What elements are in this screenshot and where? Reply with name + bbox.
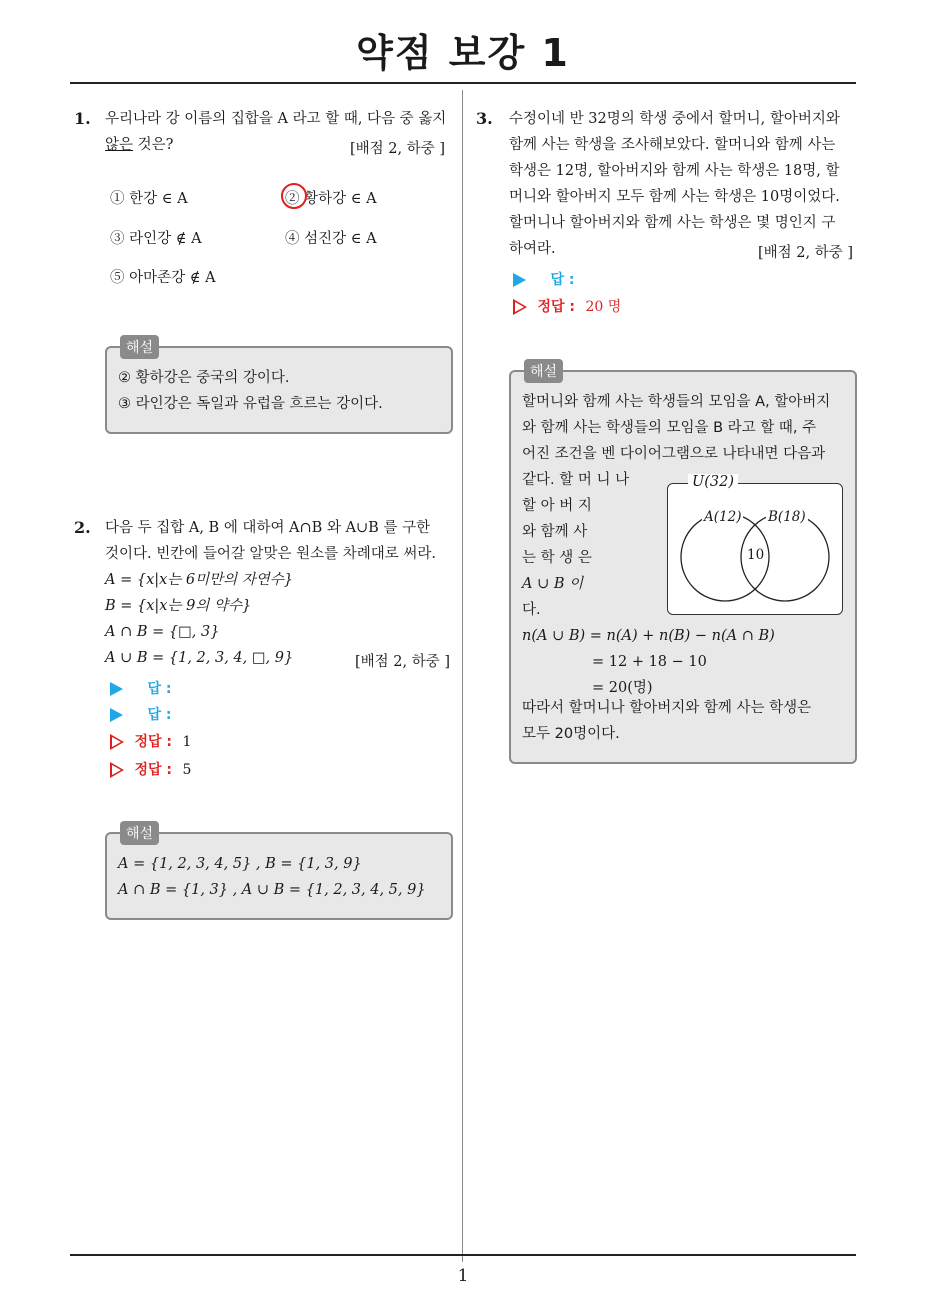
q1-meta: [배점 2, 하중 ] xyxy=(350,141,446,157)
q1-choice-2-label: ② 황하강 ∈ A xyxy=(285,191,377,207)
q2-correct-label-1: 정답 : xyxy=(134,734,172,750)
outline-triangle-icon xyxy=(513,299,527,315)
q1-choice-5[interactable]: ⑤ 아마존강 ∉ A xyxy=(110,270,216,286)
q2-set-b: B = {x|x는 9의 약수} xyxy=(105,598,252,614)
venn-label-u: U(32) xyxy=(688,474,738,490)
q3-text-line1: 수정이네 반 32명의 학생 중에서 할머니, 할아버지와 xyxy=(509,111,840,127)
q1-choice-2[interactable] xyxy=(285,187,377,208)
column-divider xyxy=(462,90,463,1262)
q3-text-line2: 함께 사는 학생을 조사해보았다. 할머니와 함께 사는 xyxy=(509,137,836,153)
venn-label-b: B(18) xyxy=(768,509,806,525)
q1-number: 1. xyxy=(74,109,91,128)
q2-explanation-line1: A = {1, 2, 3, 4, 5} , B = {1, 3, 9} xyxy=(118,856,362,872)
q2-correct-row-1 xyxy=(110,731,191,751)
q2-meta: [배점 2, 하중 ] xyxy=(355,654,451,670)
circled-answer-mark xyxy=(281,183,307,209)
q2-answer-row-2[interactable] xyxy=(110,704,171,724)
q3-text-line5: 할머니나 할아버지와 함께 사는 학생은 몇 명인지 구 xyxy=(509,215,836,231)
q3-explanation-line2: 와 함께 사는 학생들의 모임을 B 라고 할 때, 주 xyxy=(522,420,817,436)
outline-triangle-icon xyxy=(110,762,124,778)
q1-choice-4[interactable]: ④ 섬진강 ∈ A xyxy=(285,231,377,247)
play-icon xyxy=(110,708,123,722)
q2-explanation-tag: 해설 xyxy=(120,821,159,845)
q2-text-line1: 다음 두 집합 A, B 에 대하여 A∩B 와 A∪B 를 구한 xyxy=(105,520,431,536)
q1-explanation-line2: ③ 라인강은 독일과 유럽을 흐르는 강이다. xyxy=(118,396,383,412)
q2-correct-value-1: 1 xyxy=(182,734,192,750)
q1-explanation-tag: 해설 xyxy=(120,335,159,359)
q3-explanation-tag: 해설 xyxy=(524,359,563,383)
q3-formula-line1: n(A ∪ B) = n(A) + n(B) − n(A ∩ B) xyxy=(522,628,775,644)
q1-explanation-line1: ② 황하강은 중국의 강이다. xyxy=(118,370,290,386)
q3-side-line5: A ∪ B 이 xyxy=(522,576,584,592)
q3-conclusion-line2: 모두 20명이다. xyxy=(522,726,620,742)
q2-answer-row-1[interactable] xyxy=(110,678,171,698)
q3-answer-row[interactable] xyxy=(513,269,574,289)
page-title: 약점 보강 1 xyxy=(356,31,570,75)
q3-side-line4: 는 학 생 은 xyxy=(522,550,592,566)
q2-answer-label-2: 답 : xyxy=(147,707,172,723)
q3-side-line3: 와 함께 사 xyxy=(522,524,588,540)
q1-underlined-word: 않은 xyxy=(105,137,134,153)
q1-choice-1[interactable]: ① 한강 ∈ A xyxy=(110,191,188,207)
q1-choice-3[interactable]: ③ 라인강 ∉ A xyxy=(110,231,202,247)
q1-text-line2 xyxy=(105,132,173,158)
q3-correct-value: 20 명 xyxy=(585,299,622,315)
q3-text-line6: 하여라. xyxy=(509,241,556,257)
q3-text-line4: 머니와 할아버지 모두 함께 사는 학생은 10명이었다. xyxy=(509,189,840,205)
q2-text-line2: 것이다. 빈칸에 들어갈 알맞은 원소를 차례대로 써라. xyxy=(105,546,437,562)
q2-correct-row-2 xyxy=(110,759,191,779)
q3-number: 3. xyxy=(476,109,493,128)
q3-correct-label: 정답 : xyxy=(537,299,575,315)
footer-rule xyxy=(70,1254,856,1256)
q2-answer-label-1: 답 : xyxy=(147,681,172,697)
q3-text-line3: 학생은 12명, 할아버지와 함께 사는 학생은 18명, 할 xyxy=(509,163,840,179)
q3-side-line1: 같다. 할 머 니 나 xyxy=(522,472,630,488)
q2-union: A ∪ B = {1, 2, 3, 4, □, 9} xyxy=(105,650,294,666)
q2-set-a: A = {x|x는 6미만의 자연수} xyxy=(105,572,294,588)
q1-text-line1: 우리나라 강 이름의 집합을 A 라고 할 때, 다음 중 옳지 xyxy=(105,111,447,127)
q3-answer-label: 답 : xyxy=(550,272,575,288)
q2-correct-value-2: 5 xyxy=(182,762,192,778)
q2-intersection: A ∩ B = {□, 3} xyxy=(105,624,220,640)
q3-meta: [배점 2, 하중 ] xyxy=(758,245,854,261)
venn-label-a: A(12) xyxy=(704,509,742,525)
play-icon xyxy=(110,682,123,696)
play-icon xyxy=(513,273,526,287)
q3-correct-row xyxy=(513,296,621,316)
q1-text-line2-rest: 것은? xyxy=(133,137,174,153)
venn-intersection-value: 10 xyxy=(747,547,765,563)
q3-conclusion-line1: 따라서 할머니나 할아버지와 함께 사는 학생은 xyxy=(522,700,812,716)
q2-number: 2. xyxy=(74,518,91,537)
q2-correct-label-2: 정답 : xyxy=(134,762,172,778)
q3-explanation-line3: 어진 조건을 벤 다이어그램으로 나타내면 다음과 xyxy=(522,446,826,462)
outline-triangle-icon xyxy=(110,734,124,750)
header-rule xyxy=(70,82,856,84)
q3-side-line2: 할 아 버 지 xyxy=(522,498,592,514)
q3-formula-line3: = 20(명) xyxy=(592,680,653,696)
q3-explanation-line1: 할머니와 함께 사는 학생들의 모임을 A, 할아버지 xyxy=(522,394,831,410)
q2-explanation-line2: A ∩ B = {1, 3} , A ∪ B = {1, 2, 3, 4, 5, 9} xyxy=(118,882,426,898)
page-number: 1 xyxy=(457,1266,469,1286)
q3-formula-line2: = 12 + 18 − 10 xyxy=(592,654,707,670)
q3-side-line6: 다. xyxy=(522,602,541,618)
